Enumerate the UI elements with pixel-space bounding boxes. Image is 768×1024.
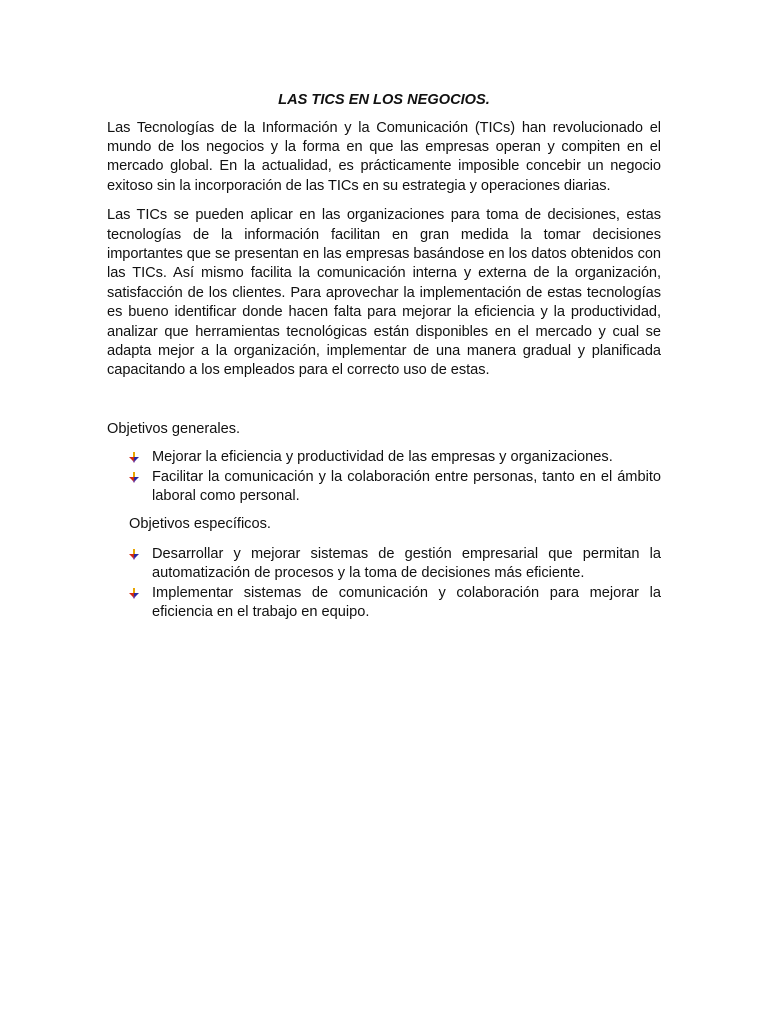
list-item-text: Desarrollar y mejorar sistemas de gestión empresarial que permitan la automatización de procesos y la toma de decisiones más eficiente. [152, 545, 661, 582]
arrow-down-bullet-icon [129, 588, 139, 599]
intro-paragraph: Las Tecnologías de la Información y la Comunicación (TICs) han revolucionado el mundo de los negocios y la forma en que las empresas operan y compiten en el mercado global. En la actualidad, es prácticamente imposible concebir un negocio exitoso sin la incorporación de las TICs en su estrategia y operaciones diarias. [107, 119, 661, 194]
document-title: LAS TICS EN LOS NEGOCIOS. [278, 92, 490, 108]
specific-objectives-heading: Objetivos específicos. [129, 516, 271, 533]
document-page [107, 91, 661, 622]
general-objectives-list [107, 448, 661, 506]
list-item [129, 448, 661, 467]
arrow-down-bullet-icon [129, 549, 139, 560]
list-item-text: Implementar sistemas de comunicación y colaboración para mejorar la eficiencia en el trabajo en equipo. [152, 584, 661, 621]
list-item [129, 584, 661, 623]
specific-objectives-list [107, 545, 661, 623]
list-item-text: Mejorar la eficiencia y productividad de las empresas y organizaciones. [152, 449, 613, 466]
arrow-down-bullet-icon [129, 472, 139, 483]
arrow-down-bullet-icon [129, 452, 139, 463]
general-objectives-heading: Objetivos generales. [107, 420, 241, 437]
list-item [129, 545, 661, 584]
list-item-text: Facilitar la comunicación y la colaboración entre personas, tanto en el ámbito laboral como personal. [152, 468, 661, 504]
body-paragraph: Las TICs se pueden aplicar en las organizaciones para toma de decisiones, estas tecnologías de la información facilitan en gran medida la tomar decisiones importantes que se presentan en las empresas basándose en los datos obtenidos con las TICs. Así mismo facilita la comunicación interna y externa de la organización, satisfacción de los clientes. Para aprovechar la implementación de estas tecnologías es bueno identificar donde hacen falta para mejorar la eficiencia y la productividad, analizar que herramientas tecnológicas están disponibles en el mercado y cual se adapta mejor a la organización, implementar de una manera gradual y planificada capacitando a los empleados para el correcto uso de estas. [107, 207, 661, 379]
list-item [129, 468, 661, 507]
